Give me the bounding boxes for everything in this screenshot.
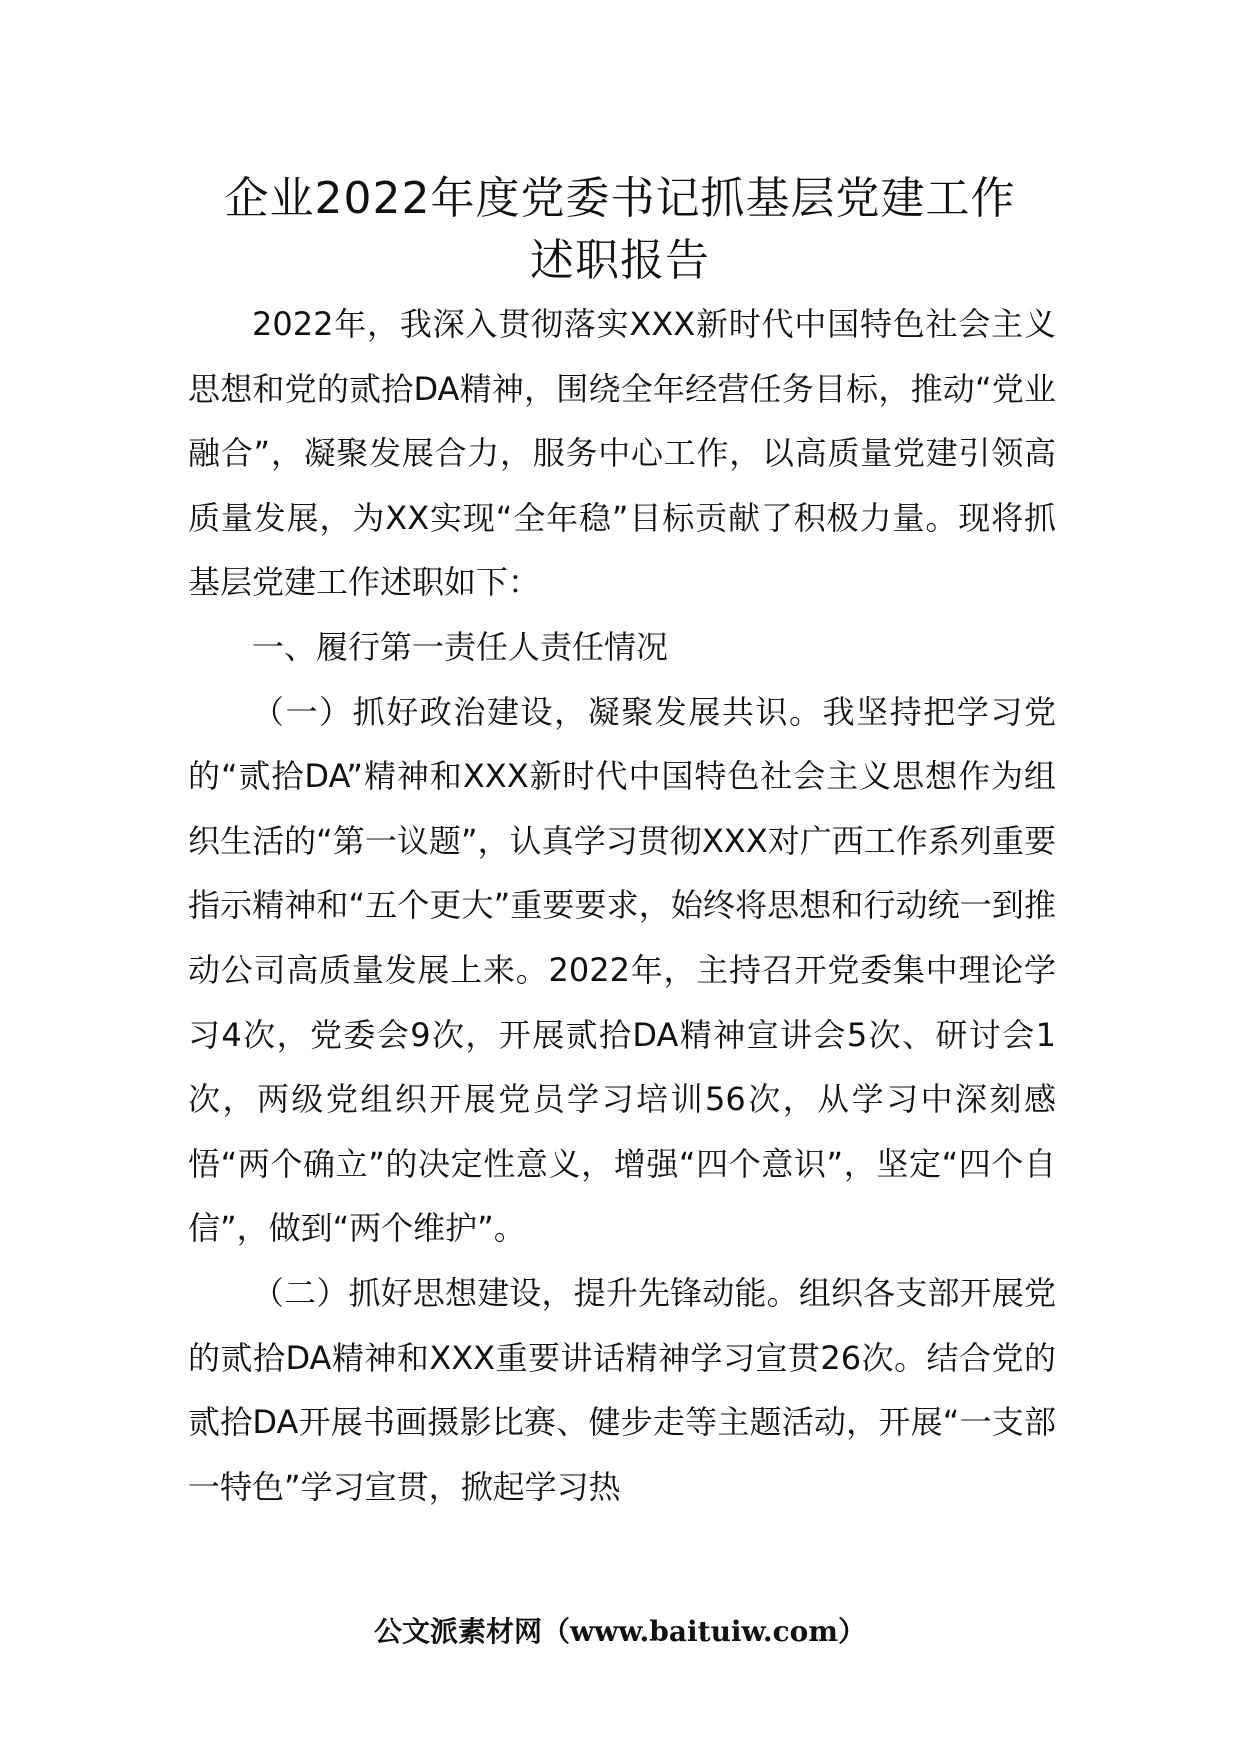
paragraph-ideological-building: （二）抓好思想建设，提升先锋动能。组织各支部开展党的贰拾DA精神和XXX重要讲话精神学习宣贯26次。结合党的贰拾DA开展书画摄影比赛、健步走等主题活动，开展“一支部一特色”学习宣贯，掀起学习热 [188, 1273, 1056, 1506]
document-title [150, 168, 1090, 292]
footer-watermark-text: 公文派素材网（www.baituiw.com） [374, 1615, 866, 1648]
title-line-1: 企业2022年度党委书记抓基层党建工作 [224, 173, 1016, 224]
document-body [188, 292, 1056, 1519]
section-heading-1: 一、履行第一责任人责任情况 [252, 627, 669, 666]
title-line-2: 述职报告 [530, 235, 710, 286]
paragraph-political-building: （一）抓好政治建设，凝聚发展共识。我坚持把学习党的“贰拾DA”精神和XXX新时代中国特色社会主义思想作为组织生活的“第一议题”，认真学习贯彻XXX对广西工作系列重要指示精神和“五个更大”重要要求，始终将思想和行动统一到推动公司高质量发展上来。2022年，主持召开党委集中理论学习4次，党委会9次，开展贰拾DA精神宣讲会5次、研讨会1次，两级党组织开展党员学习培训56次，从学习中深刻感悟“两个确立”的决定性意义，增强“四个意识”，坚定“四个自信”，做到“两个维护”。 [188, 692, 1056, 1248]
paragraph-intro: 2022年，我深入贯彻落实XXX新时代中国特色社会主义思想和党的贰拾DA精神，围绕全年经营任务目标，推动“党业融合”，凝聚发展合力，服务中心工作，以高质量党建引领高质量发展，为XX实现“全年稳”目标贡献了积极力量。现将抓基层党建工作述职如下： [188, 305, 1056, 602]
